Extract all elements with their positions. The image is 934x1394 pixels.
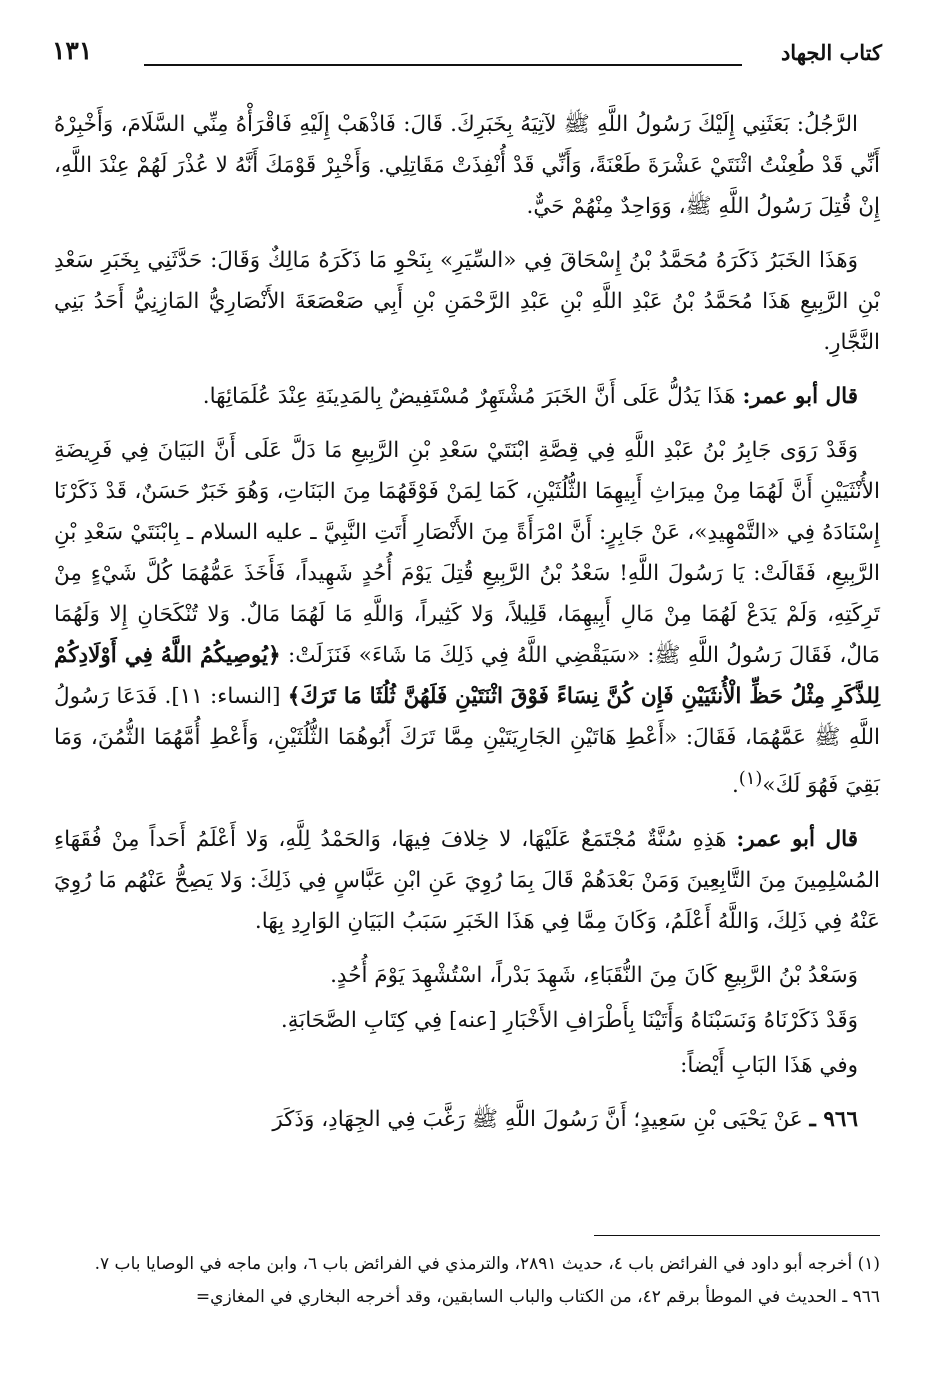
paragraph: قال أبو عمر: هَذَا يَدُلُّ عَلَى أَنَّ الخَبَرَ مُشْتَهِرٌ مُسْتَفِيضٌ بِالمَدِينَةِ عِنْدَ عُلَمَائِهَا. bbox=[202, 384, 858, 409]
paragraph: وفي هَذَا البَابِ أَيْضاً: bbox=[680, 1053, 858, 1079]
paragraph: الرَّجُلُ: بَعَثَنِي إِلَيْكَ رَسُولُ اللَّهِ ﷺ لآتِيَهُ بِخَبَرِكَ. قَالَ: فَاذْهَبْ إِلَيْهِ فَاقْرَأْهُ مِنِّي السَّلَامَ، وَأَخْبِرْهُ أَنِّي قَدْ طُعِنْتُ اثْنَتَيْ عَشْرَةَ طَعْنَةً، وَأَنِّي قَدْ أُنْفِذَتْ مَقَاتِلِي. وَأَخْبِرْ قَوْمَكَ أَنَّهُ لا عُذْرَ لَهُمْ عِنْدَ اللَّهِ، إِنْ قُتِلَ رَسُولُ اللَّهِ ﷺ، وَوَاحِدٌ مِنْهُمْ حَيٌّ. bbox=[54, 112, 880, 219]
speaker-label: قال أبو عمر: bbox=[742, 384, 858, 409]
chapter-title: كتاب الجهاد bbox=[780, 40, 882, 65]
paragraph: وَهَذَا الخَبَرُ ذَكَرَهُ مُحَمَّدُ بْنُ إِسْحَاقَ فِي «السِّيَرِ» بِنَحْوِ مَا ذَكَرَهُ مَالِكٌ وَقَالَ: حَدَّثَنِي بِخَبَرِ سَعْدِ بْنِ الرَّبِيعِ هَذَا مُحَمَّدُ بْنُ عَبْدِ اللَّهِ بْنِ عَبْدِ الرَّحْمَنِ بْنِ أَبِي صَعْصَعَةَ الأَنْصَارِيُّ المَازِنِيُّ أَحَدُ بَنِي النَّجَّارِ. bbox=[54, 248, 880, 355]
verse-citation: [النساء: ١١]. bbox=[164, 684, 281, 709]
footnote: (١) أخرجه أبو داود في الفرائض باب ٤، حديث ٢٨٩١، والترمذي في الفرائض باب ٦، وابن ماجه في الوصايا باب ٧. bbox=[94, 1254, 880, 1274]
page-number: ١٣١ bbox=[52, 36, 93, 65]
quran-verse: ﴿يُوصِيكُمُ اللَّهُ فِي أَوْلَادِكُمْ لِلذَّكَرِ مِثْلُ حَظِّ الْأُنثَيَيْنِ فَإِن كُنَّ نِسَاءً فَوْقَ اثْنَتَيْنِ فَلَهُنَّ ثُلُثَا مَا تَرَكَ﴾ bbox=[54, 643, 880, 709]
hadith-number: ٩٦٦ ـ bbox=[809, 1107, 858, 1133]
footnote-ref: (١) bbox=[738, 768, 763, 789]
page-header bbox=[52, 28, 882, 76]
footnote: ٩٦٦ ـ الحديث في الموطأ برقم ٤٢، من الكتاب والباب السابقين، وقد أخرجه البخاري في المغازي= bbox=[195, 1287, 880, 1307]
footnote-separator bbox=[594, 1235, 880, 1236]
paragraph: وَسَعْدُ بْنُ الرَّبِيعِ كَانَ مِنَ النُّقَبَاءِ، شَهِدَ بَدْراً، اسْتُشْهِدَ يَوْمَ أُحُدٍ. bbox=[330, 963, 858, 989]
paragraph: ٩٦٦ ـ عَنْ يَحْيَى بْنِ سَعِيدٍ؛ أَنَّ رَسُولَ اللَّهِ ﷺ رَغَّبَ فِي الجِهَادِ، وَذَكَرَ bbox=[272, 1107, 858, 1133]
paragraph: وَقَدْ ذَكَرْنَاهُ وَنَسَبْنَاهُ وَأَتَيْنَا بِأَطْرَافِ الأَخْبَارِ [عنه] فِي كِتَابِ الصَّحَابَةِ. bbox=[280, 1008, 858, 1034]
paragraph: وَقَدْ رَوَى جَابِرُ بْنُ عَبْدِ اللَّهِ فِي قِصَّةِ ابْنَتَيْ سَعْدِ بْنِ الرَّبِيعِ مَا دَلَّ عَلَى أَنَّ البَيَانَ فِي فَرِيضَةِ الأُنْثَيَيْنِ أَنَّ لَهُمَا مِنْ مِيرَاثِ أَبِيهِمَا الثُّلُثَيْنِ، كَمَا لِمَنْ فَوْقَهُمَا مِنَ البَنَاتِ، وَهُوَ خَبَرٌ حَسَنٌ، قَدْ ذَكَرْنَا إِسْنَادَهُ فِي «التَّمْهِيدِ»، عَنْ جَابِرٍ: أَنَّ امْرَأَةً مِنَ الأَنْصَارِ أَتَتِ النَّبِيَّ ـ عليه السلام ـ بِابْنَتَيْ سَعْدِ بْنِ الرَّبِيعِ، فَقَالَتْ: يَا رَسُولَ اللَّهِ! سَعْدُ بْنُ الرَّبِيعِ قُتِلَ يَوْمَ أُحُدٍ شَهِيداً، فَأَخَذَ عَمُّهُمَا كُلَّ شَيْءٍ مِنْ تَرِكَتِهِ، وَلَمْ يَدَعْ لَهُمَا مِنْ مَالِ أَبِيهِمَا، قَلِيلاً، وَلا كَثِيراً، وَاللَّهِ مَا لَهُمَا مَالٌ. وَلا تُنْكَحَانِ إِلا وَلَهُمَا مَالٌ، فَقَالَ رَسُولُ اللَّهِ ﷺ: «سَيَقْضِي اللَّهُ فِي ذَلِكَ مَا شَاءَ» فَنَزَلَتْ: ﴿يُوصِيكُمُ اللَّهُ فِي أَوْلَادِكُمْ لِلذَّكَرِ مِثْلُ حَظِّ الْأُنثَيَيْنِ فَإِن كُنَّ نِسَاءً فَوْقَ اثْنَتَيْنِ فَلَهُنَّ ثُلُثَا مَا تَرَكَ﴾ [النساء: ١١]. فَدَعَا رَسُولُ اللَّهِ ﷺ عَمَّهُمَا، فَقَالَ: «أَعْطِ هَاتَيْنِ الجَارِيَتَيْنِ مِمَّا تَرَكَ أَبُوهُمَا الثُّلُثَيْنِ، وَأَعْطِ أُمَّهُمَا الثُّمُنَ، وَمَا بَقِيَ فَهُوَ لَكَ»$^{(١)}$. bbox=[54, 438, 881, 799]
speaker-label: قال أبو عمر: bbox=[736, 827, 858, 853]
header-rule bbox=[144, 64, 742, 66]
footnotes bbox=[54, 1250, 880, 1316]
main-text bbox=[54, 104, 880, 1153]
paragraph: قال أبو عمر: هَذِهِ سُنَّةٌ مُجْتَمَعٌ عَلَيْهَا، لا خِلافَ فِيهَا، وَالحَمْدُ لِلَّهِ، وَلا أَعْلَمُ أَحَداً مِنْ فُقَهَاءِ المُسْلِمِينَ مِنَ التَّابِعِينَ وَمَنْ بَعْدَهُمْ قَالَ بِمَا رُوِيَ عَنِ ابْنِ عَبَّاسٍ فِي ذَلِكَ: وَلا يَصِحُّ عَنْهُم مَا رُوِيَ عَنْهُ فِي ذَلِكَ، وَاللَّهُ أَعْلَمُ، وَكَانَ مِمَّا فِي هَذَا الخَبَرِ سَبَبُ البَيَانِ الوَارِدِ بِهَا. bbox=[54, 827, 880, 935]
